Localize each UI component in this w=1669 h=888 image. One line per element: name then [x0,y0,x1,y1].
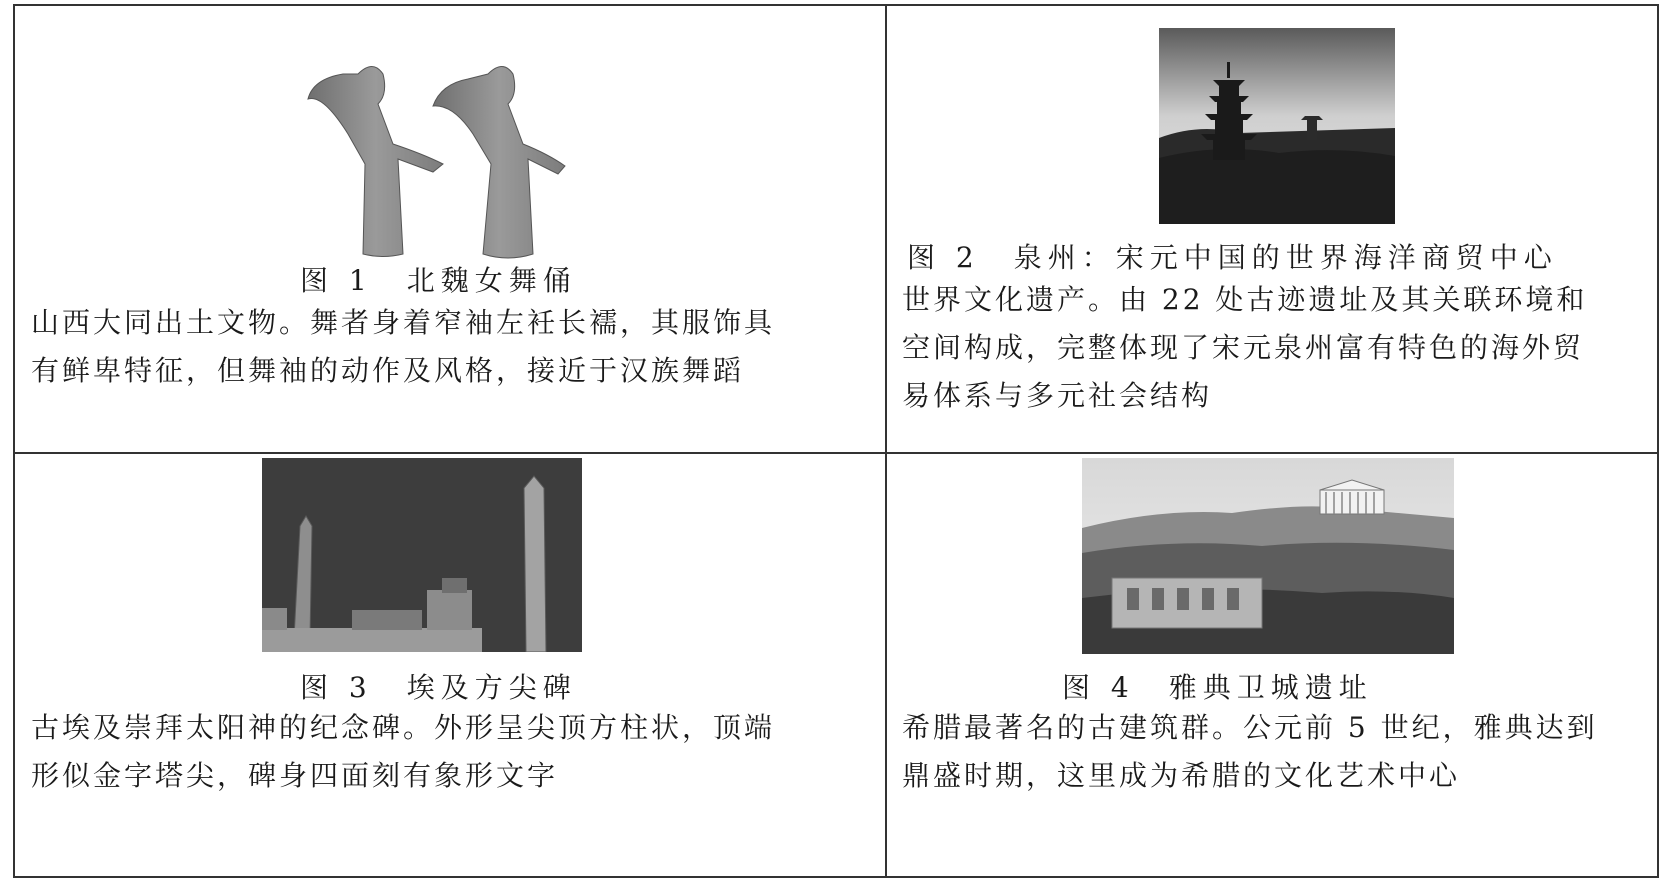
figure-4-caption: 图 4 雅典卫城遗址 [1062,671,1373,704]
description-line: 古埃及崇拜太阳神的纪念碑。外形呈尖顶方柱状，顶端 [31,711,776,744]
cell-figure-2 [887,4,1659,452]
figure-4-description [902,704,1657,800]
description-line: 空间构成，完整体现了宋元泉州富有特色的海外贸 [902,331,1585,364]
description-line: 易体系与多元社会结构 [902,379,1213,412]
description-line: 希腊最著名的古建筑群。公元前 5 世纪，雅典达到 [902,711,1598,744]
egyptian-obelisks-image [262,458,582,652]
figure-1-description [31,299,881,395]
athens-acropolis-image [1082,458,1454,654]
figure-3-description [31,704,881,800]
figure-2-caption: 图 2 泉州：宋元中国的世界海洋商贸中心 [907,241,1558,274]
cell-figure-1 [13,4,885,452]
description-line: 世界文化遗产。由 22 处古迹遗址及其关联环境和 [902,283,1588,316]
description-line: 山西大同出土文物。舞者身着窄袖左衽长襦，其服饰具 [31,306,776,339]
description-line: 鼎盛时期，这里成为希腊的文化艺术中心 [902,759,1461,792]
figure-2-description [902,276,1657,420]
description-line: 形似金字塔尖，碑身四面刻有象形文字 [31,759,559,792]
quanzhou-pagoda-image [1159,28,1395,224]
dancing-figurines-image [303,54,593,264]
figure-3-caption: 图 3 埃及方尖碑 [300,671,577,704]
figure-1-caption: 图 1 北魏女舞俑 [300,264,577,297]
cell-figure-4 [887,454,1659,878]
cell-figure-3 [13,454,885,878]
description-line: 有鲜卑特征，但舞袖的动作及风格，接近于汉族舞蹈 [31,354,745,387]
